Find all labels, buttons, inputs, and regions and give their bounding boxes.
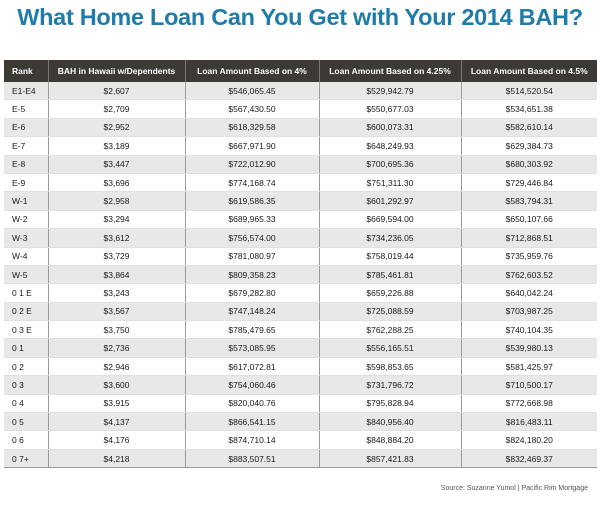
table-row bbox=[4, 247, 597, 265]
cell-bah: $3,750 bbox=[48, 321, 185, 339]
cell-loan-4-25: $758,019.44 bbox=[319, 247, 461, 265]
cell-rank: E-9 bbox=[4, 173, 48, 191]
cell-rank: W-3 bbox=[4, 229, 48, 247]
table-row bbox=[4, 82, 597, 100]
cell-bah: $3,612 bbox=[48, 229, 185, 247]
cell-bah: $3,864 bbox=[48, 265, 185, 283]
cell-rank: E-8 bbox=[4, 155, 48, 173]
table-row bbox=[4, 265, 597, 283]
cell-loan-4-25: $601,292.97 bbox=[319, 192, 461, 210]
header-loan-4: Loan Amount Based on 4% bbox=[185, 60, 319, 82]
cell-loan-4-25: $600,073.31 bbox=[319, 118, 461, 136]
table-row bbox=[4, 357, 597, 375]
cell-loan-4: $756,574.00 bbox=[185, 229, 319, 247]
source-credit: Source: Suzanne Yumol | Pacific Rim Mortgage bbox=[440, 485, 588, 492]
cell-loan-4-25: $669,594.00 bbox=[319, 210, 461, 228]
table-row bbox=[4, 413, 597, 431]
cell-loan-4-25: $762,288.25 bbox=[319, 321, 461, 339]
table-row bbox=[4, 173, 597, 191]
cell-loan-4-5: $832,469.37 bbox=[461, 449, 597, 467]
cell-loan-4-25: $648,249.93 bbox=[319, 137, 461, 155]
cell-rank: E-7 bbox=[4, 137, 48, 155]
cell-loan-4-25: $734,236.05 bbox=[319, 229, 461, 247]
cell-loan-4-5: $640,042.24 bbox=[461, 284, 597, 302]
cell-loan-4-5: $729,446.84 bbox=[461, 173, 597, 191]
table-row bbox=[4, 449, 597, 467]
cell-rank: 0 1 bbox=[4, 339, 48, 357]
cell-rank: W-4 bbox=[4, 247, 48, 265]
cell-loan-4: $618,329.58 bbox=[185, 118, 319, 136]
table-row bbox=[4, 155, 597, 173]
cell-loan-4: $883,507.51 bbox=[185, 449, 319, 467]
cell-bah: $3,294 bbox=[48, 210, 185, 228]
cell-loan-4: $874,710.14 bbox=[185, 431, 319, 449]
cell-rank: E-5 bbox=[4, 100, 48, 118]
cell-bah: $3,243 bbox=[48, 284, 185, 302]
table-row bbox=[4, 394, 597, 412]
table-row bbox=[4, 321, 597, 339]
cell-bah: $2,946 bbox=[48, 357, 185, 375]
cell-loan-4-5: $650,107.66 bbox=[461, 210, 597, 228]
cell-loan-4-25: $556,165.51 bbox=[319, 339, 461, 357]
cell-bah: $4,218 bbox=[48, 449, 185, 467]
cell-rank: E1-E4 bbox=[4, 82, 48, 100]
header-rank: Rank bbox=[4, 60, 48, 82]
page-title: What Home Loan Can You Get with Your 2014 BAH? bbox=[17, 4, 583, 30]
cell-loan-4-25: $731,796.72 bbox=[319, 376, 461, 394]
table-row bbox=[4, 229, 597, 247]
cell-bah: $4,137 bbox=[48, 413, 185, 431]
table-row bbox=[4, 100, 597, 118]
cell-loan-4: $809,358.23 bbox=[185, 265, 319, 283]
cell-loan-4: $689,965.33 bbox=[185, 210, 319, 228]
cell-rank: 0 6 bbox=[4, 431, 48, 449]
cell-loan-4-5: $816,483.11 bbox=[461, 413, 597, 431]
cell-loan-4-25: $529,942.79 bbox=[319, 82, 461, 100]
cell-bah: $3,600 bbox=[48, 376, 185, 394]
cell-bah: $2,709 bbox=[48, 100, 185, 118]
cell-bah: $2,607 bbox=[48, 82, 185, 100]
table-row bbox=[4, 118, 597, 136]
cell-loan-4-25: $550,677.03 bbox=[319, 100, 461, 118]
cell-bah: $3,696 bbox=[48, 173, 185, 191]
cell-rank: 0 4 bbox=[4, 394, 48, 412]
cell-loan-4-5: $824,180.20 bbox=[461, 431, 597, 449]
table-row bbox=[4, 192, 597, 210]
cell-loan-4-5: $762,603.52 bbox=[461, 265, 597, 283]
cell-rank: 0 2 bbox=[4, 357, 48, 375]
cell-loan-4: $747,148.24 bbox=[185, 302, 319, 320]
cell-bah: $2,958 bbox=[48, 192, 185, 210]
cell-loan-4-5: $703,987.25 bbox=[461, 302, 597, 320]
header-loan-4-25: Loan Amount Based on 4.25% bbox=[319, 60, 461, 82]
cell-loan-4: $667,971.90 bbox=[185, 137, 319, 155]
cell-loan-4: $722,012.90 bbox=[185, 155, 319, 173]
table-row bbox=[4, 376, 597, 394]
cell-rank: E-6 bbox=[4, 118, 48, 136]
cell-loan-4-25: $848,884.20 bbox=[319, 431, 461, 449]
cell-loan-4: $820,040.76 bbox=[185, 394, 319, 412]
cell-loan-4-5: $539,980.13 bbox=[461, 339, 597, 357]
cell-loan-4-25: $751,311.30 bbox=[319, 173, 461, 191]
cell-bah: $2,952 bbox=[48, 118, 185, 136]
table-body bbox=[4, 82, 597, 468]
cell-loan-4-25: $659,226.88 bbox=[319, 284, 461, 302]
cell-loan-4-5: $583,794.31 bbox=[461, 192, 597, 210]
cell-loan-4-5: $735,959.76 bbox=[461, 247, 597, 265]
cell-rank: 0 2 E bbox=[4, 302, 48, 320]
cell-loan-4-5: $581,425.97 bbox=[461, 357, 597, 375]
cell-bah: $3,729 bbox=[48, 247, 185, 265]
table-row bbox=[4, 284, 597, 302]
cell-loan-4: $567,430.50 bbox=[185, 100, 319, 118]
cell-bah: $3,567 bbox=[48, 302, 185, 320]
cell-loan-4: $619,586.35 bbox=[185, 192, 319, 210]
table-row bbox=[4, 210, 597, 228]
table-row bbox=[4, 431, 597, 449]
cell-rank: W-2 bbox=[4, 210, 48, 228]
cell-loan-4-25: $840,956.40 bbox=[319, 413, 461, 431]
cell-loan-4: $617,072.81 bbox=[185, 357, 319, 375]
cell-loan-4-5: $629,384.73 bbox=[461, 137, 597, 155]
cell-bah: $3,447 bbox=[48, 155, 185, 173]
cell-rank: W-5 bbox=[4, 265, 48, 283]
header-loan-4-5: Loan Amount Based on 4.5% bbox=[461, 60, 597, 82]
cell-rank: 0 1 E bbox=[4, 284, 48, 302]
cell-loan-4: $679,282.80 bbox=[185, 284, 319, 302]
cell-rank: 0 5 bbox=[4, 413, 48, 431]
cell-loan-4-5: $712,868.51 bbox=[461, 229, 597, 247]
cell-loan-4-5: $534,651.38 bbox=[461, 100, 597, 118]
table-row bbox=[4, 339, 597, 357]
table-header-row bbox=[4, 60, 597, 82]
cell-loan-4-25: $598,853.65 bbox=[319, 357, 461, 375]
bah-loan-table bbox=[4, 60, 597, 468]
cell-loan-4-5: $582,610.14 bbox=[461, 118, 597, 136]
cell-loan-4-5: $710,500.17 bbox=[461, 376, 597, 394]
cell-loan-4: $546,065.45 bbox=[185, 82, 319, 100]
cell-loan-4: $573,085.95 bbox=[185, 339, 319, 357]
cell-loan-4: $866,541.15 bbox=[185, 413, 319, 431]
cell-loan-4-5: $740,104.35 bbox=[461, 321, 597, 339]
cell-loan-4-25: $785,461.81 bbox=[319, 265, 461, 283]
cell-bah: $3,915 bbox=[48, 394, 185, 412]
cell-loan-4-5: $514,520.54 bbox=[461, 82, 597, 100]
cell-bah: $4,176 bbox=[48, 431, 185, 449]
cell-loan-4-25: $700,695.36 bbox=[319, 155, 461, 173]
cell-loan-4-5: $772,668.98 bbox=[461, 394, 597, 412]
cell-bah: $3,189 bbox=[48, 137, 185, 155]
cell-loan-4: $754,060.46 bbox=[185, 376, 319, 394]
cell-rank: 0 3 bbox=[4, 376, 48, 394]
header-bah: BAH in Hawaii w/Dependents bbox=[48, 60, 185, 82]
cell-loan-4: $774,168.74 bbox=[185, 173, 319, 191]
table-row bbox=[4, 137, 597, 155]
cell-loan-4: $781,080.97 bbox=[185, 247, 319, 265]
cell-rank: 0 7+ bbox=[4, 449, 48, 467]
cell-loan-4-5: $680,303.92 bbox=[461, 155, 597, 173]
cell-loan-4-25: $795,828.94 bbox=[319, 394, 461, 412]
cell-loan-4-25: $857,421.83 bbox=[319, 449, 461, 467]
cell-rank: 0 3 E bbox=[4, 321, 48, 339]
cell-rank: W-1 bbox=[4, 192, 48, 210]
cell-loan-4-25: $725,088.59 bbox=[319, 302, 461, 320]
cell-loan-4: $785,479.65 bbox=[185, 321, 319, 339]
cell-bah: $2,736 bbox=[48, 339, 185, 357]
table-row bbox=[4, 302, 597, 320]
